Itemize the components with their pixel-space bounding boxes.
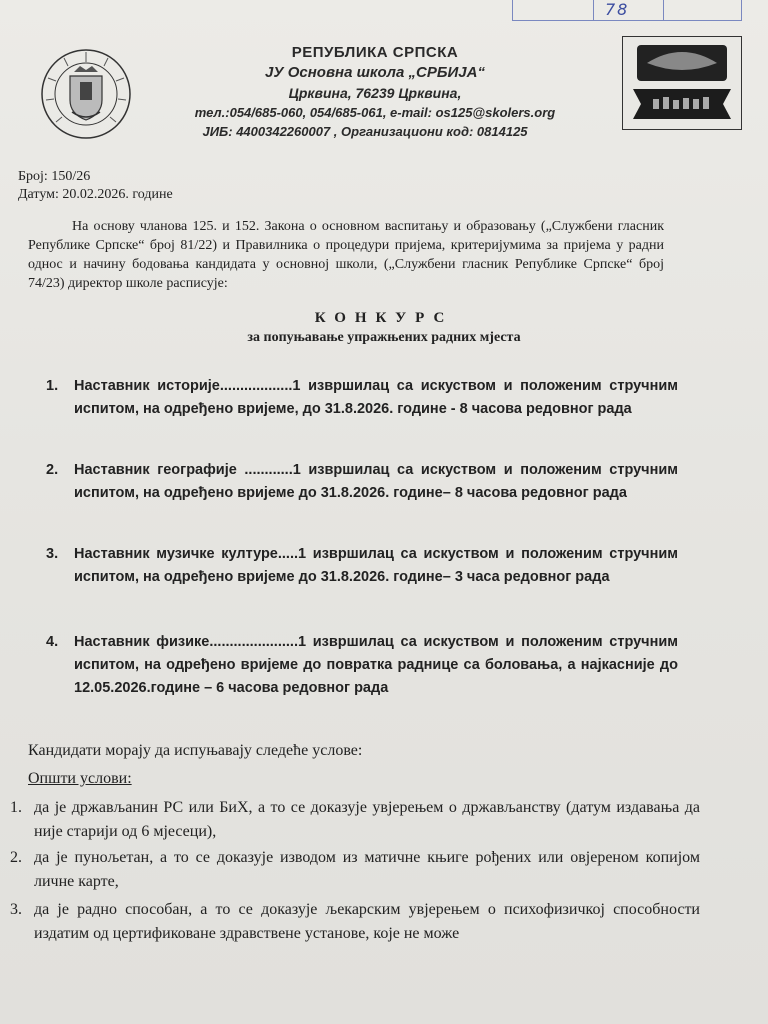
position-number: 1. bbox=[46, 378, 59, 394]
position-number: 2. bbox=[46, 462, 59, 478]
position-item bbox=[46, 459, 678, 505]
document-reference bbox=[18, 168, 173, 204]
conditions-heading: Кандидати морају да испуњавају следеће услове: bbox=[28, 742, 363, 759]
position-number: 3. bbox=[46, 546, 59, 562]
republic-name: РЕПУБЛИКА СРПСКА bbox=[291, 44, 459, 61]
condition-number: 3. bbox=[10, 901, 22, 918]
school-contact: тел.:054/685-060, 054/685-061, e-mail: os125@skolers.org bbox=[194, 105, 556, 120]
school-logo bbox=[622, 36, 742, 130]
position-text: Наставник географије ............1 извршилац са искуством и положеним стручним испитом, на одређено вријеме до 31.8.2026. године– 8 часова редовног рада bbox=[74, 462, 678, 501]
condition-text: да је радно способан, а то се доказује љекарским увјерењем о психофизичкој способности издатим од цертификоване здравствене установе, које не може bbox=[34, 901, 700, 942]
intro-paragraph: На основу чланова 125. и 152. Закона о основном васпитању и образовању („Службени гласник Републике Српске“ број 81/22) и Правилника о процедури пријема, критеријумима за пријема у радни однос и начину бодовања кандидата у основној школи, („Службени гласник Републике Српске“ број 74/23) директор школе расписује: bbox=[28, 219, 664, 291]
coat-of-arms-seal-icon bbox=[40, 48, 132, 140]
position-number: 4. bbox=[46, 634, 59, 650]
condition-text: да је држављанин РС или БиХ, а то се доказује увјерењем о држављанству (датум издавања да није старији од 6 мјесеци), bbox=[34, 799, 700, 840]
position-item bbox=[46, 375, 678, 421]
condition-number: 2. bbox=[10, 849, 22, 866]
position-text: Наставник историје..................1 извршилац са искуством и положеним стручним испитом, на одређено вријеме, до 31.8.2026. године - 8 часова редовног рада bbox=[74, 378, 678, 417]
position-text: Наставник физике......................1 извршилац са искуством и положеним стручним испитом, на одређено вријеме до повратка раднице са боловања, а најкасније до 12.05.2026.године – 6 часова редовног рада bbox=[74, 634, 678, 696]
school-name: ЈУ Основна школа „СРБИЈА“ bbox=[265, 64, 485, 81]
school-ids: ЈИБ: 4400342260007 , Организациони код: 0814125 bbox=[202, 124, 528, 139]
position-item bbox=[46, 631, 678, 700]
position-item bbox=[46, 543, 678, 589]
general-conditions-heading: Општи услови: bbox=[28, 770, 132, 787]
condition-item bbox=[10, 898, 700, 946]
condition-item bbox=[10, 796, 700, 844]
condition-number: 1. bbox=[10, 799, 22, 816]
registry-stamp bbox=[512, 0, 742, 21]
reference-date: Датум: 20.02.2026. године bbox=[18, 187, 173, 202]
school-address: Црквина, 76239 Црквина, bbox=[288, 85, 462, 101]
document-title: КОНКУРС bbox=[314, 310, 454, 326]
registry-number: 78 bbox=[605, 0, 630, 19]
reference-number: Број: 150/26 bbox=[18, 169, 91, 184]
position-text: Наставник музичке културе.....1 извршилац са искуством и положеним стручним испитом, на одређено вријеме до 31.8.2026. године– 3 часа редовног рада bbox=[74, 546, 678, 585]
condition-item bbox=[10, 846, 700, 894]
letterhead bbox=[120, 44, 590, 139]
document-subtitle: за попуњавање упражњених радних мјеста bbox=[247, 330, 521, 345]
condition-text: да је пунољетан, а то се доказује изводом из матичне књиге рођених или овјереном копијом личне карте, bbox=[34, 849, 700, 890]
